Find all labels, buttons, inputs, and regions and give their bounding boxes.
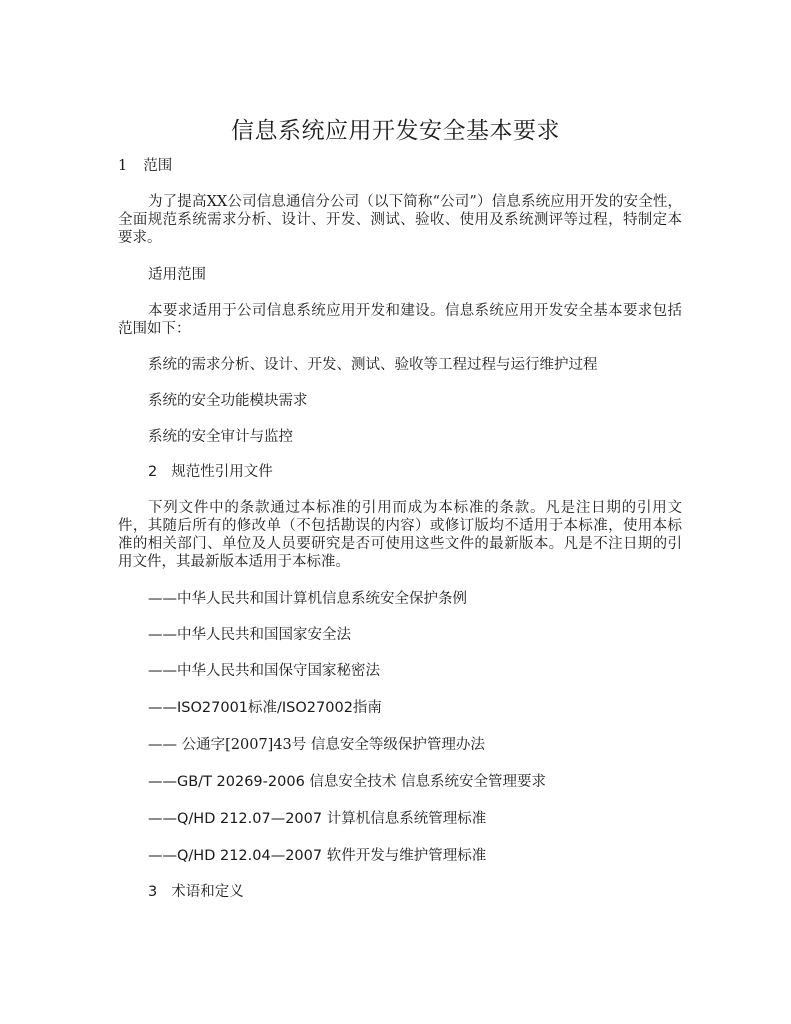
applicability-heading: 适用范围 — [148, 267, 206, 283]
section-3-heading — [148, 883, 244, 901]
section-title: 术语和定义 — [171, 884, 244, 900]
applicability-paragraph: 本要求适用于公司信息系统应用开发和建设。信息系统应用开发安全基本要求包括范围如下： — [118, 303, 682, 337]
scope-item: 系统的安全功能模块需求 — [148, 393, 308, 409]
scope-item: 系统的安全审计与监控 — [148, 429, 293, 445]
document-title: 信息系统应用开发安全基本要求 — [231, 118, 560, 144]
reference-item: ——ISO27001标准/ISO27002指南 — [148, 700, 382, 716]
section-title: 规范性引用文件 — [171, 464, 273, 480]
scope-item: 系统的需求分析、设计、开发、测试、验收等工程过程与运行维护过程 — [148, 357, 598, 373]
section-number: 1 — [118, 158, 128, 174]
reference-item: ——Q/HD 212.07—2007 计算机信息系统管理标准 — [148, 811, 487, 827]
section-number: 3 — [148, 884, 158, 900]
reference-item: ——GB/T 20269-2006 信息安全技术 信息系统安全管理要求 — [148, 774, 547, 790]
section-1-heading — [118, 157, 172, 175]
reference-item: ——Q/HD 212.04—2007 软件开发与维护管理标准 — [148, 848, 487, 864]
reference-item: ——中华人民共和国国家安全法 — [148, 627, 351, 643]
section-title: 范围 — [143, 158, 173, 174]
reference-item: ——中华人民共和国计算机信息系统安全保护条例 — [148, 591, 467, 607]
section-2-heading — [148, 463, 273, 481]
section-number: 2 — [148, 464, 158, 480]
reference-item: —— 公通字[2007]43号 信息安全等级保护管理办法 — [148, 737, 485, 753]
reference-item: ——中华人民共和国保守国家秘密法 — [148, 663, 380, 679]
references-intro-paragraph: 下列文件中的条款通过本标准的引用而成为本标准的条款。凡是注日期的引用文件，其随后所有的修改单（不包括勘误的内容）或修订版均不适用于本标准，使用本标准的相关部门、单位及人员要研究是否可使用这些文件的最新版本。凡是不注日期的引用文件，其最新版本适用于本标准。 — [118, 500, 682, 570]
scope-intro-paragraph: 为了提高XX公司信息通信分公司（以下简称“公司”）信息系统应用开发的安全性，全面规范系统需求分析、设计、开发、测试、验收、使用及系统测评等过程，特制定本要求。 — [118, 194, 682, 246]
